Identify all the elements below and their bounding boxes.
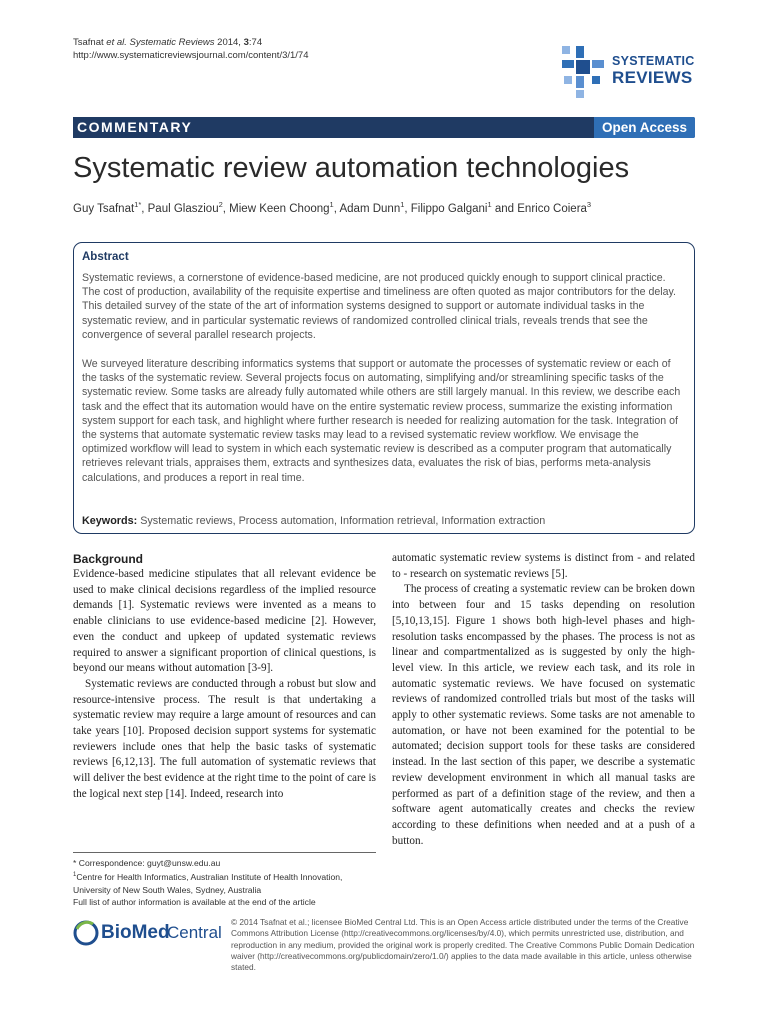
body-column-right <box>392 551 695 849</box>
body-paragraph: Evidence-based medicine stipulates that all relevant evidence be used to make clinical decisions regardless of the implied resource demands [1]. Systematic reviews were invented as a means to enable clinicians to use evidence-based medicine [2]. However, even the conduct and upkeep of updated systematic reviews required to answer a significant proportion of clinical questions, is beyond our means without automation [3-9]. <box>73 568 376 675</box>
journal-logo-line1: SYSTEMATIC <box>612 54 695 68</box>
biomed-central-logo-icon <box>73 920 99 946</box>
citation-volume: 3 <box>243 37 249 48</box>
affiliation-marker: 1 <box>73 872 77 879</box>
keywords-label: Keywords: <box>82 515 138 527</box>
body-paragraph: automatic systematic review systems is distinct from - and related to - research on systematic reviews [5]. <box>392 552 695 580</box>
publisher-logo-bio: BioMed <box>101 922 170 943</box>
author-name: Filippo Galgani <box>410 202 488 215</box>
author-list: Guy Tsafnat$^{1*}$, Paul Glasziou$^2$, Miew Keen Choong$^1$, Adam Dunn$^1$, Filippo Galgani$^1$ and Enrico Coiera$^3$ <box>73 200 592 215</box>
open-access-badge: Open Access <box>594 117 695 138</box>
author-name: Adam Dunn <box>339 202 401 215</box>
author-name: Miew Keen Choong <box>229 202 330 215</box>
author-affiliation: 1 <box>487 200 492 209</box>
citation-etal: et al. <box>106 37 127 48</box>
correspondence: * Correspondence: guyt@unsw.edu.au <box>73 858 221 868</box>
body-paragraph: Systematic reviews are conducted through a robust but slow and resource-intensive process. The result is that undertaking a systematic review may require a large amount of resources and can take years [10]. Proposed decision support systems for systematic reviewers include ones that help the basic tasks of systematic reviews [6,12,13]. The full automation of systematic reviews that will deliver the best evidence at the right time to the point of care is the logical next step [14]. Indeed, research into <box>73 677 376 800</box>
author-name: Paul Glasziou <box>147 202 219 215</box>
citation-page: :74 <box>248 37 263 48</box>
abstract-paragraph: We surveyed literature describing informatics systems that support or automate the processes of systematic review or each of the tasks of the systematic review. Several projects focus on automating, simplifying and/or streamlining specific tasks of the systematic review. Some tasks are already fully automated while others are still largely manual. In this review, we describe each task and the effect that its automation would have on the entire systematic review process, summarize the existing information system support for each task, and highlight where further research is needed for realizing automation for the task. Integration of the systems that automate systematic review tasks may lead to a revised systematic review workflow. We envisage the optimized workflow will lead to system in which each systematic review is described as a computer program that automatically retrieves relevant trials, appraises them, extracts and synthesizes data, evaluates the risk of bias, performs meta-analysis calculations, and produces a report in real time. <box>82 358 681 484</box>
author-affiliation: 1* <box>134 200 142 209</box>
body-paragraph: The process of creating a systematic review can be broken down into between four and 15 tasks depending on resolution [5,10,13,15]. Figure 1 shows both high-level phases and high-resolution tasks encompassed by the phases. The process is not as linear and compartmentalized as is suggested by only the high-level view. In this article, we review each task, and its role in automatic systematic reviews. We have focused on systematic reviews of randomized controlled trials but most of the tasks will apply to other systematic reviews. Some tasks are not amenable to automation, or have not been examined for the potential to be automated; decision support tools for these tasks are considered instead. In the last section of this paper, we describe a systematic review development environment in which all manual tasks are performed as part of a definition stage of the review, and then a software agent automatically creates and checks the review according to these definitions when needed and at a push of a button. <box>392 583 695 847</box>
article-type-label: COMMENTARY <box>73 117 212 138</box>
license-statement: © 2014 Tsafnat et al.; licensee BioMed Central Ltd. This is an Open Access article distributed under the terms of the Creative Commons Attribution License (http://creativecommons.org/licenses/by/4.0), which permits unrestricted use, distribution, and reproduction in any medium, provided the original work is properly credited. The Creative Commons Public Domain Dedication waiver (http://creativecommons.org/publicdomain/zero/1.0/) applies to the data made available in this article, unless otherwise stated. <box>231 917 695 973</box>
citation-header <box>73 36 309 62</box>
body-column-left <box>73 551 376 803</box>
citation-line <box>73 36 309 49</box>
article-type-bar <box>73 117 695 138</box>
affiliation <box>73 869 376 896</box>
footnote-divider <box>73 852 376 853</box>
abstract-heading: Abstract <box>82 251 129 263</box>
affiliation-text: Centre for Health Informatics, Australian Institute of Health Innovation, University of New South Wales, Sydney, Australia <box>73 872 343 895</box>
journal-logo-line2: REVIEWS <box>612 68 693 87</box>
citation-journal: Systematic Reviews <box>129 37 215 48</box>
author-affiliation: 1 <box>400 200 405 209</box>
citation-author: Tsafnat <box>73 37 104 48</box>
author-info-note: Full list of author information is available at the end of the article <box>73 897 316 908</box>
author-name: Guy Tsafnat <box>73 202 135 215</box>
keywords <box>82 515 545 527</box>
abstract-box <box>73 242 695 534</box>
abstract-paragraph: Systematic reviews, a cornerstone of evidence-based medicine, are not produced quickly enough to support clinical practice. The cost of production, availability of the requisite expertise and timeliness are often quoted as major contributors for the delay. This detailed survey of the state of the art of information systems designed to support or automate individual tasks in the systematic review, and in particular systematic reviews of randomized controlled clinical trials, reveals trends that see the convergence of several parallel research projects. <box>82 272 676 341</box>
author-affiliation: 3 <box>586 200 592 209</box>
journal-logo <box>562 46 702 104</box>
publisher-logo-central: Central <box>167 923 222 942</box>
author-name: Enrico Coiera <box>517 202 587 215</box>
author-affiliation: 1 <box>329 200 334 209</box>
author-affiliation: 2 <box>218 200 223 209</box>
section-heading-background: Background <box>73 552 144 566</box>
footnote <box>73 857 376 908</box>
article-title: Systematic review automation technologies <box>73 152 630 184</box>
publisher-logo <box>73 918 223 952</box>
keywords-list: Systematic reviews, Process automation, Information retrieval, Information extraction <box>140 515 546 527</box>
journal-logo-icon <box>562 46 606 100</box>
citation-year: 2014, <box>217 37 244 48</box>
article-url[interactable]: http://www.systematicreviewsjournal.com/content/3/1/74 <box>73 50 309 61</box>
